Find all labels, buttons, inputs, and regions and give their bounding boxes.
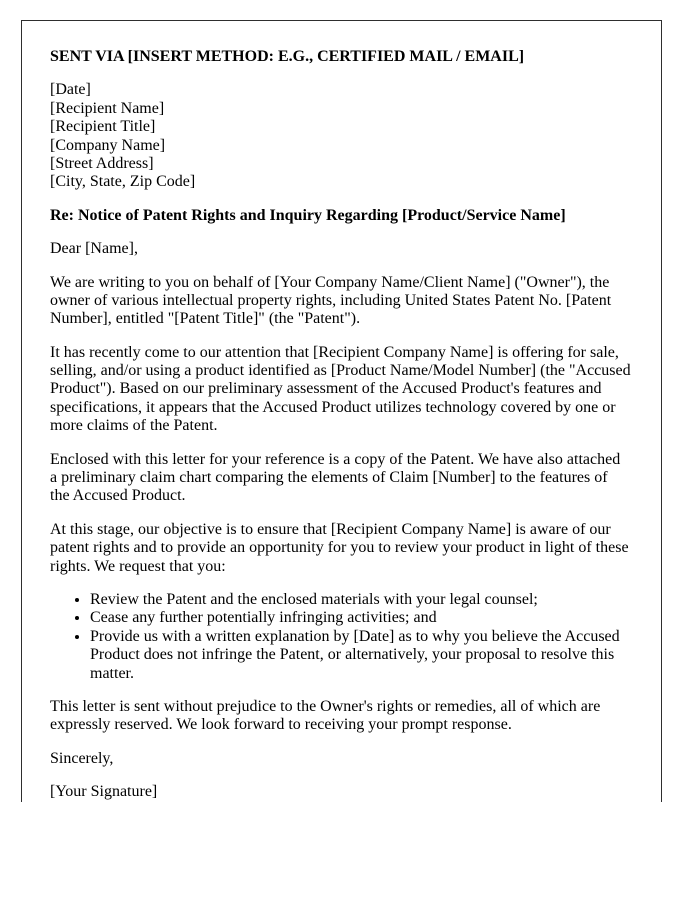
bullet-item-cease: • Cease any further potentially infringing activities; and [90, 609, 631, 627]
bullet-item-explanation: • Provide us with a written explanation by [Date] as to why you believe the Accused Product does not infringe the Patent, or alternatively, your proposal to resolve this matter. [90, 628, 631, 683]
paragraph-closing: This letter is sent without prejudice to the Owner's rights or remedies, all of which are expressly reserved. We look forward to receiving your prompt response. [50, 697, 601, 734]
address-line-company-name: [Company Name] [50, 136, 166, 154]
paragraph-attention: It has recently come to our attention that [Recipient Company Name] is offering for sale, selling, and/or using a product identified as [Product Name/Model Number] (the "Accused Product"). Based on our preliminary assessment of the Accused Product's features and specifications, it appears that the Accused Product utilizes technology covered by one or more claims of the Patent. [50, 343, 631, 435]
bullet-item-review: • Review the Patent and the enclosed materials with your legal counsel; [90, 591, 631, 609]
sent-via-line: SENT VIA [INSERT METHOD: E.G., CERTIFIED MAIL / EMAIL] [50, 48, 525, 65]
sign-off: Sincerely, [50, 749, 114, 767]
paragraph-objective: At this stage, our objective is to ensure that [Recipient Company Name] is aware of our patent rights and to provide an opportunity for you to review your product in light of these rights. We request that you: [50, 520, 629, 575]
request-list [50, 591, 631, 683]
salutation: Dear [Name], [50, 240, 138, 258]
recipient-address-block [50, 81, 631, 191]
address-line-street-address: [Street Address] [50, 154, 154, 172]
paragraph-intro: We are writing to you on behalf of [Your Company Name/Client Name] ("Owner"), the owner of various intellectual property rights, including United States Patent No. [Patent Number], entitled "[Patent Title]" (the "Patent"). [50, 273, 612, 328]
letter-document [21, 20, 662, 802]
address-line-recipient-title: [Recipient Title] [50, 118, 156, 136]
subject-line: Re: Notice of Patent Rights and Inquiry Regarding [Product/Service Name] [50, 206, 566, 224]
signature-placeholder: [Your Signature] [50, 783, 158, 801]
address-line-date: [Date] [50, 81, 91, 99]
address-line-city-state-zip: [City, State, Zip Code] [50, 173, 196, 191]
paragraph-enclosed: Enclosed with this letter for your reference is a copy of the Patent. We have also attached a preliminary claim chart comparing the elements of Claim [Number] to the features of the Accused Product. [50, 450, 621, 505]
address-line-recipient-name: [Recipient Name] [50, 99, 165, 117]
